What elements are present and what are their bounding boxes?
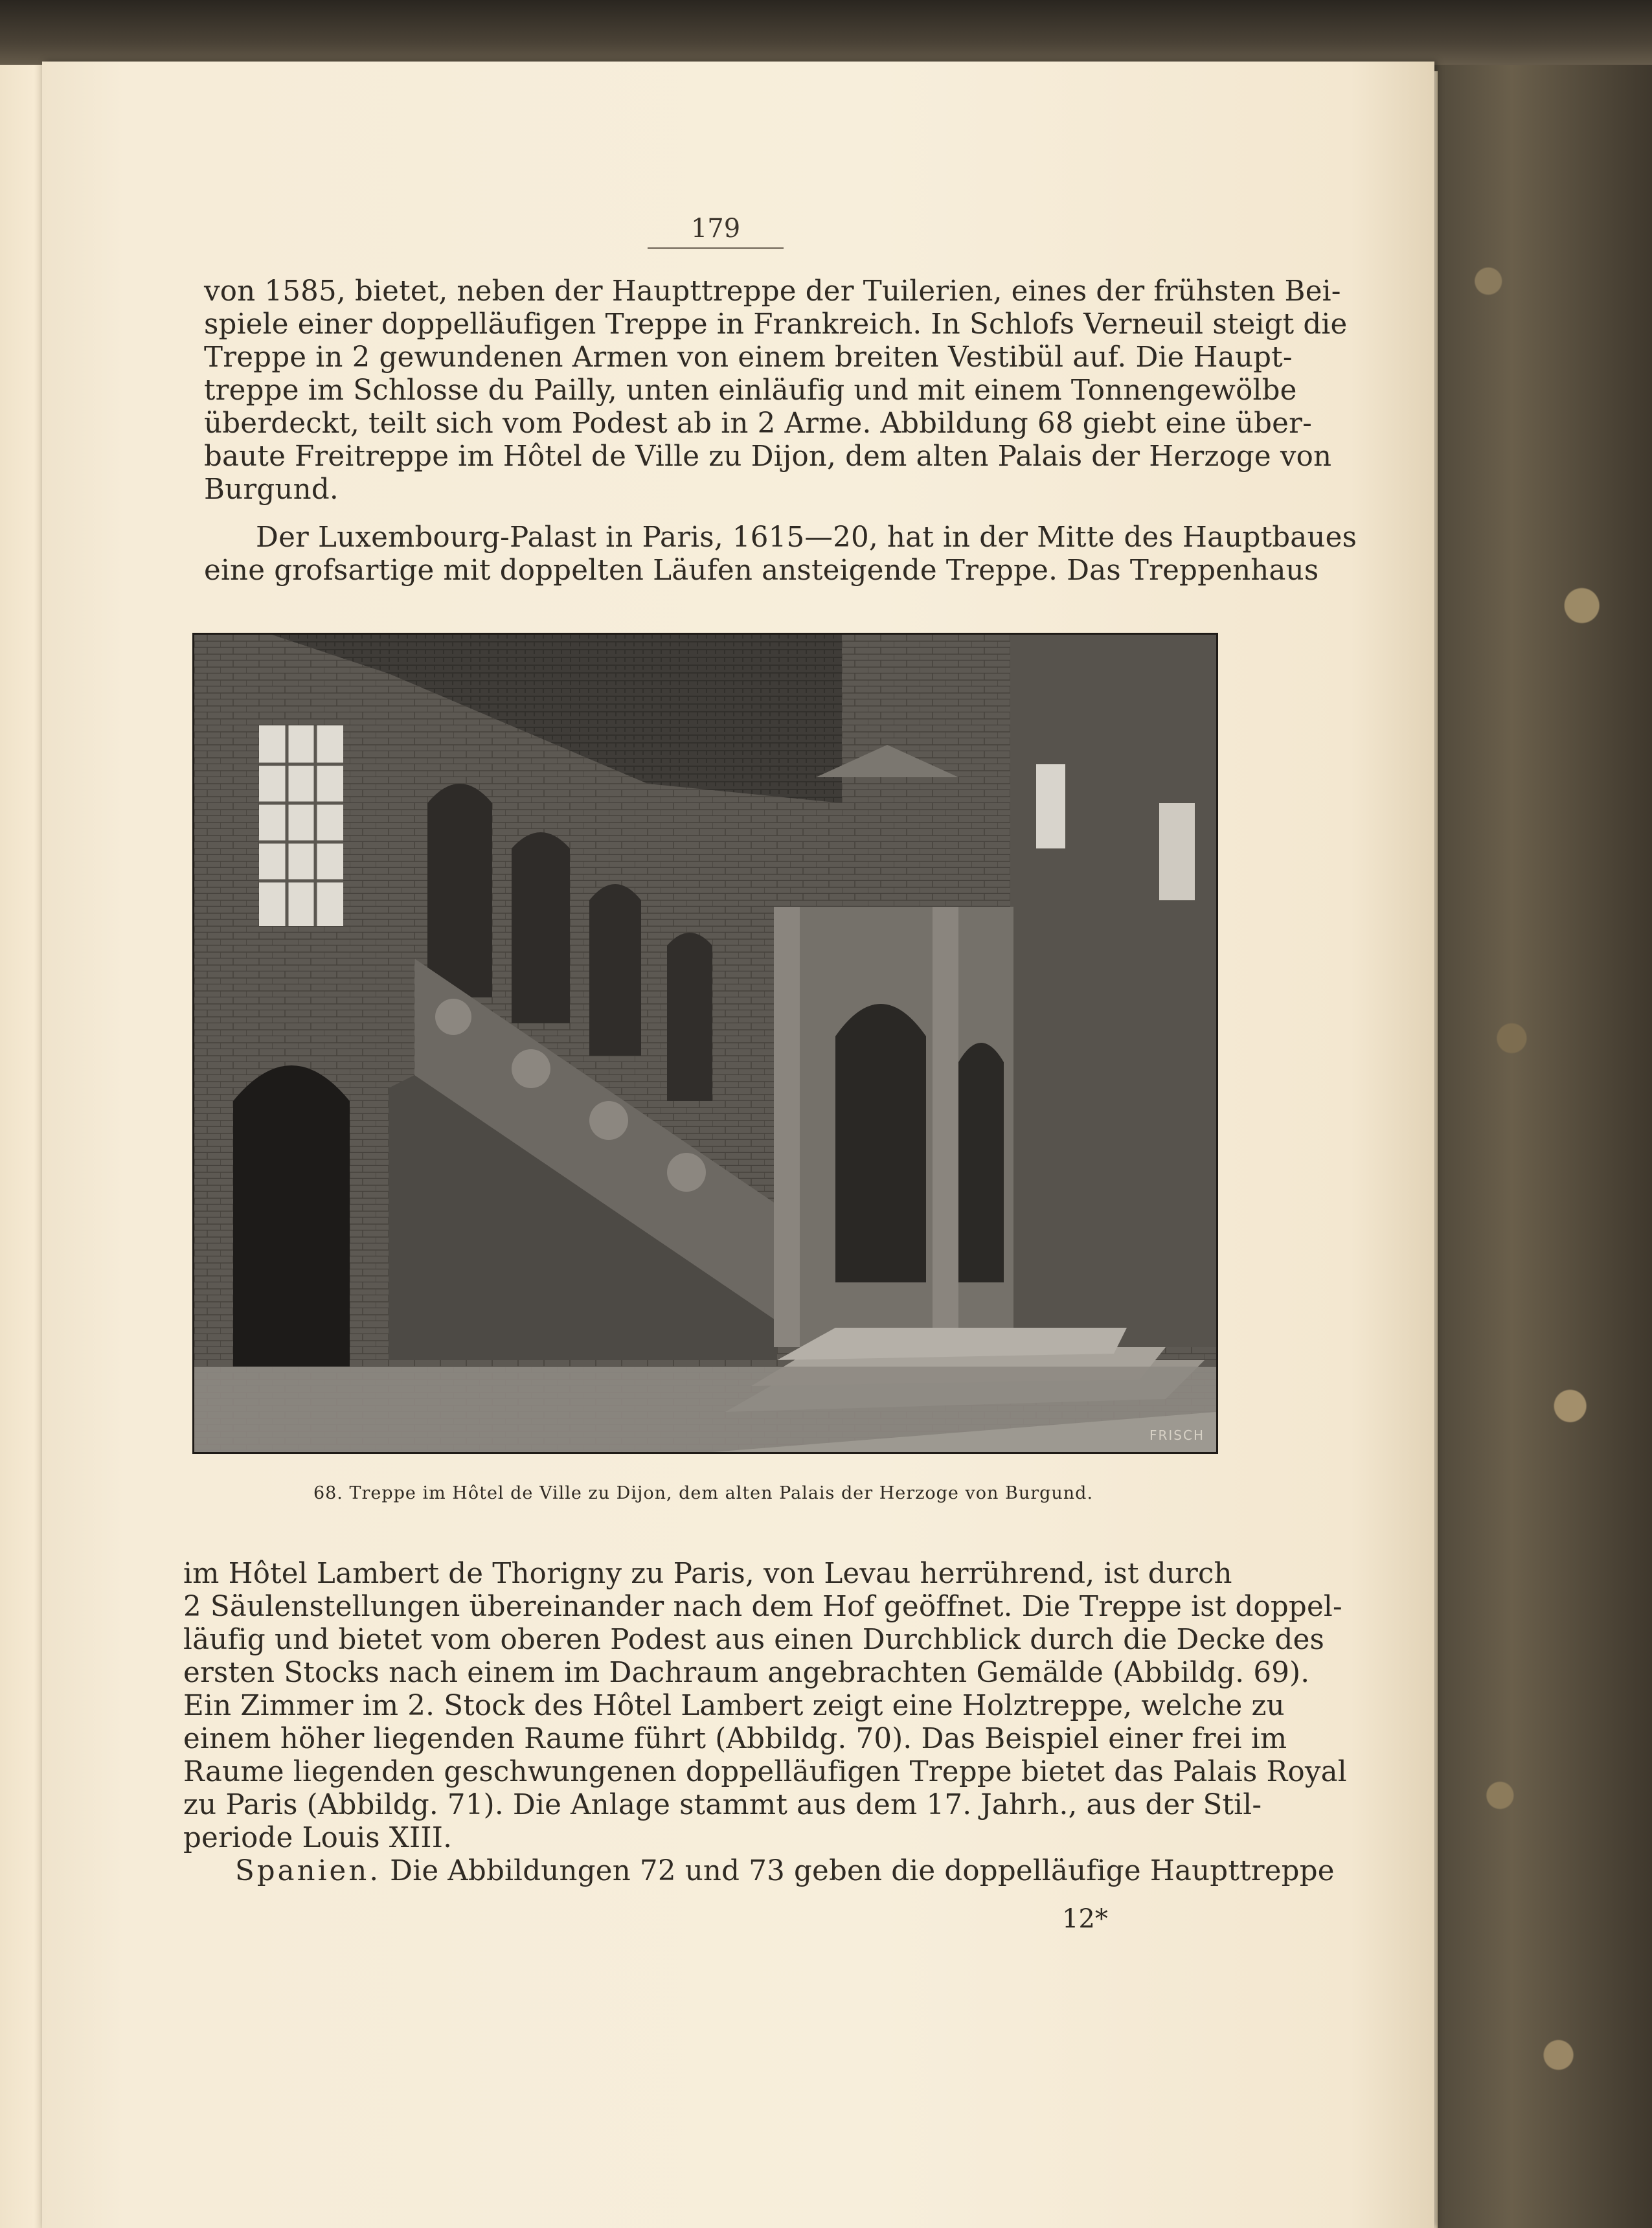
text-line (183, 1855, 1335, 1888)
text-line: spiele einer doppelläufigen Treppe in Frankreich. In Schlofs Verneuil steigt die (204, 308, 1348, 341)
text-line: ersten Stocks nach einem im Dachraum angebrachten Gemälde (Abbildg. 69). (183, 1657, 1310, 1689)
text-line: im Hôtel Lambert de Thorigny zu Paris, von Levau herrührend, ist durch (183, 1558, 1232, 1590)
text-line: Der Luxembourg-Palast in Paris, 1615—20, hat in der Mitte des Hauptbaues (256, 521, 1357, 554)
book-top-edge (0, 0, 1652, 71)
text-line: Treppe in 2 gewundenen Armen von einem breiten Vestibül auf. Die Haupt- (204, 341, 1293, 374)
sheet-signature-mark: 12* (1062, 1904, 1108, 1934)
text-line: von 1585, bietet, neben der Haupttreppe der Tuilerien, eines der frühsten Bei- (204, 275, 1341, 308)
text-line: Raume liegenden geschwungenen doppelläufigen Treppe bietet das Palais Royal (183, 1756, 1347, 1788)
text-line: einem höher liegenden Raume führt (Abbildg. 70). Das Beispiel einer frei im (183, 1723, 1287, 1755)
text-line: Ein Zimmer im 2. Stock des Hôtel Lambert zeigt eine Holztreppe, welche zu (183, 1690, 1285, 1722)
section-lead-text: Die Abbildungen 72 und 73 geben die doppelläufige Haupttreppe (381, 1855, 1335, 1887)
paragraph-2 (204, 521, 1357, 587)
text-line: 2 Säulenstellungen übereinander nach dem Hof geöffnet. Die Treppe ist doppel- (183, 1591, 1342, 1623)
text-line: periode Louis XIII. (183, 1822, 453, 1854)
text-line: eine grofsartige mit doppelten Läufen ansteigende Treppe. Das Treppenhaus (204, 554, 1319, 587)
text-line: treppe im Schlosse du Pailly, unten einläufig und mit einem Tonnengewölbe (204, 374, 1297, 407)
staircase-illustration (194, 635, 1216, 1452)
text-line: Burgund. (204, 473, 339, 506)
figure-caption: 68. Treppe im Hôtel de Ville zu Dijon, dem alten Palais der Herzoge von Burgund. (313, 1483, 1094, 1503)
section-lead-word: Spanien. (235, 1855, 381, 1887)
text-line: läufig und bietet vom oberen Podest aus einen Durchblick durch die Decke des (183, 1624, 1325, 1656)
figure-photograph (192, 633, 1218, 1454)
paragraph-1 (204, 275, 1348, 506)
left-page-edge (0, 65, 49, 2228)
page-number: 179 (648, 214, 784, 249)
text-line: baute Freitreppe im Hôtel de Ville zu Dijon, dem alten Palais der Herzoge von (204, 440, 1332, 473)
engraver-signature: FRISCH (1149, 1427, 1205, 1443)
text-line: zu Paris (Abbildg. 71). Die Anlage stammt aus dem 17. Jahrh., aus der Stil- (183, 1789, 1262, 1821)
paragraph-3 (183, 1558, 1347, 1888)
text-line: überdeckt, teilt sich vom Podest ab in 2 Arme. Abbildung 68 giebt eine über- (204, 407, 1312, 440)
marbled-cover-board (1418, 65, 1652, 2228)
